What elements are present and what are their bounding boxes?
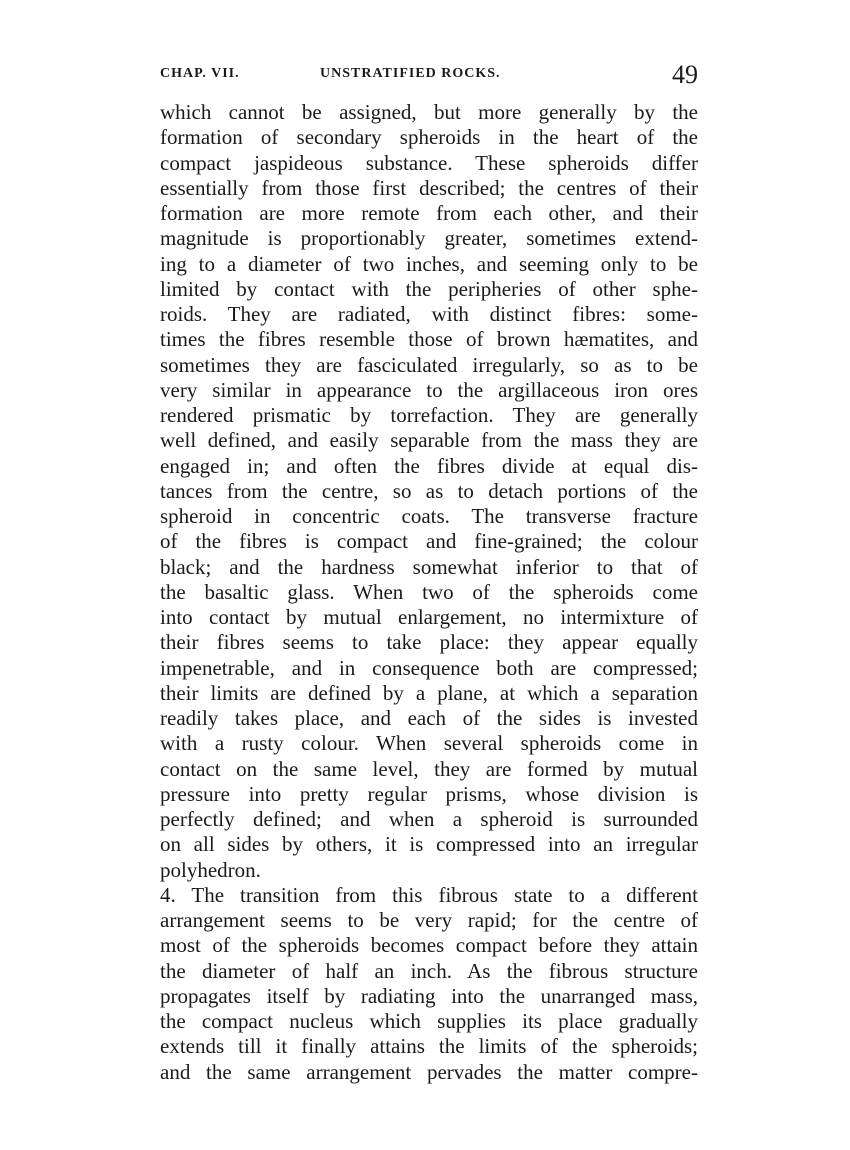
text-line: into contact by mutual enlargement, no intermixture of [160, 605, 698, 629]
text-line: tances from the centre, so as to detach portions of the [160, 478, 698, 503]
body-text [160, 100, 698, 1085]
text-line: readily takes place, and each of the sides is invested [160, 706, 698, 730]
text-line: propagates itself by radiating into the unarranged mass, [160, 983, 698, 1008]
page-number: 49 [672, 60, 698, 89]
text-line: formation are more remote from each other, and their [160, 201, 698, 225]
text-line: well defined, and easily separable from the mass they are [160, 428, 698, 453]
text-line: roids. They are radiated, with distinct fibres: some- [160, 302, 698, 326]
running-head [160, 60, 700, 90]
text-line: their fibres seems to take place: they appear equally [160, 630, 698, 655]
text-line: and the same arrangement pervades the matter compre- [160, 1059, 698, 1084]
text-line: most of the spheroids becomes compact before they attain [160, 933, 698, 958]
text-line: the diameter of half an inch. As the fibrous structure [160, 958, 698, 983]
text-line: limited by contact with the peripheries of other sphe- [160, 276, 698, 301]
text-line: with a rusty colour. When several spheroids come in [160, 731, 698, 756]
text-line: formation of secondary spheroids in the heart of the [160, 125, 698, 150]
text-line: very similar in appearance to the argillaceous iron ores [160, 377, 698, 402]
text-line: black; and the hardness somewhat inferior to that of [160, 554, 698, 579]
text-line: which cannot be assigned, but more generally by the [160, 100, 698, 124]
text-line: 4. The transition from this fibrous state to a different [160, 882, 698, 907]
text-line: on all sides by others, it is compressed into an irregular [160, 832, 698, 857]
chapter-label: CHAP. VII. [160, 66, 240, 81]
text-line: perfectly defined; and when a spheroid is surrounded [160, 807, 698, 831]
text-line: their limits are defined by a plane, at which a separation [160, 680, 698, 705]
text-line: engaged in; and often the fibres divide at equal dis- [160, 453, 698, 478]
running-title: UNSTRATIFIED ROCKS. [320, 66, 501, 81]
text-line: the compact nucleus which supplies its place gradually [160, 1009, 698, 1033]
text-line: the basaltic glass. When two of the spheroids come [160, 579, 698, 604]
text-line: rendered prismatic by torrefaction. They are generally [160, 403, 698, 427]
text-line: ing to a diameter of two inches, and seeming only to be [160, 251, 698, 276]
text-line: times the fibres resemble those of brown hæmatites, and [160, 327, 698, 352]
text-line: compact jaspideous substance. These spheroids differ [160, 150, 698, 175]
text-line: impenetrable, and in consequence both are compressed; [160, 655, 698, 680]
text-line: arrangement seems to be very rapid; for the centre of [160, 908, 698, 932]
text-line: contact on the same level, they are formed by mutual [160, 756, 698, 781]
text-line: essentially from those first described; the centres of their [160, 175, 698, 200]
text-line: magnitude is proportionably greater, sometimes extend- [160, 226, 698, 251]
text-line: spheroid in concentric coats. The transverse fracture [160, 504, 698, 528]
text-line: polyhedron. [160, 857, 261, 882]
text-line: of the fibres is compact and fine-grained; the colour [160, 529, 698, 554]
text-line: extends till it finally attains the limits of the spheroids; [160, 1034, 698, 1059]
text-line: sometimes they are fasciculated irregularly, so as to be [160, 352, 698, 377]
text-line: pressure into pretty regular prisms, whose division is [160, 781, 698, 806]
